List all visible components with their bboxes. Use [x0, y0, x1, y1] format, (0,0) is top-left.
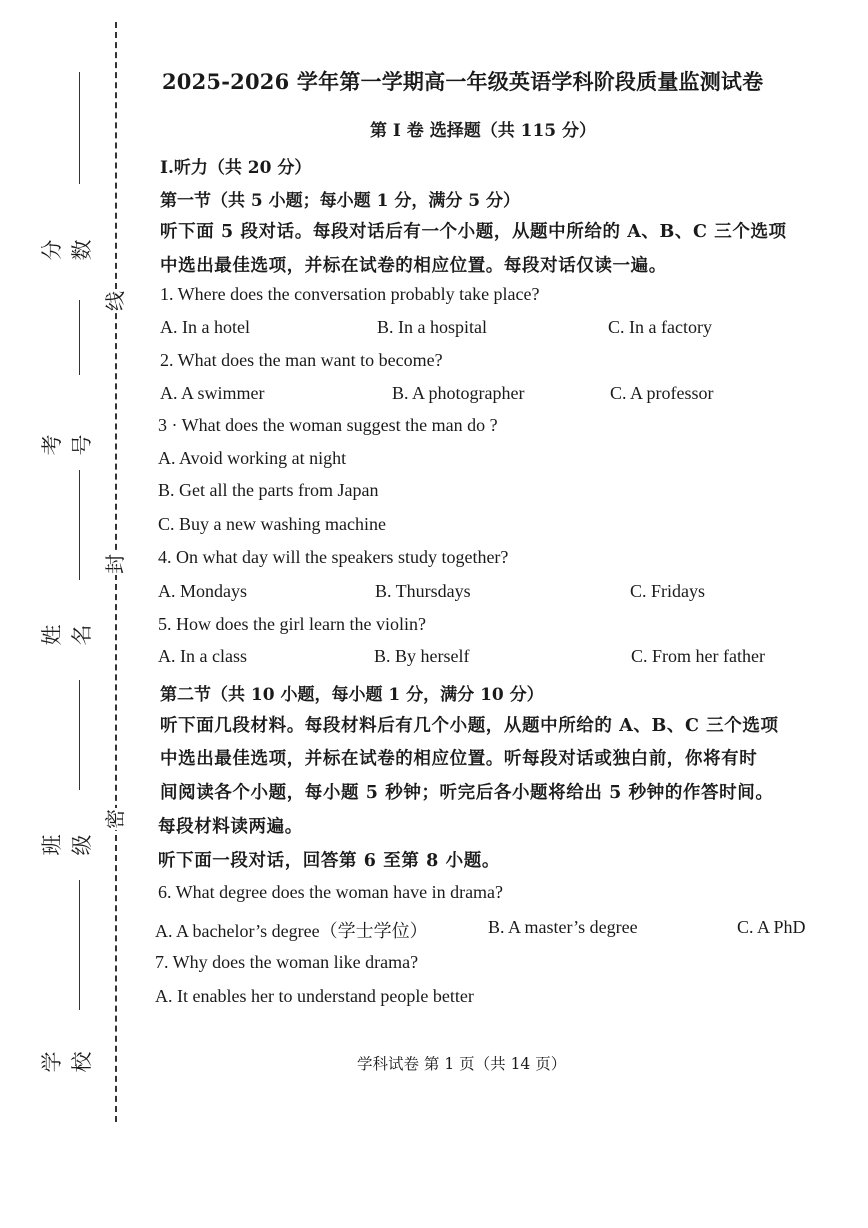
question-5: 5. How does the girl learn the violin? [158, 614, 426, 634]
q4-option-c[interactable]: C. Fridays [630, 581, 706, 601]
q2-option-b[interactable]: B. A photographer [392, 383, 525, 403]
page-footer: 学科试卷 第 1 页（共 14 页） [357, 1055, 567, 1073]
q3-option-b[interactable]: B. Get all the parts from Japan [158, 480, 379, 500]
name-label: 姓 名 [40, 624, 94, 646]
question-7: 7. Why does the woman like drama? [155, 952, 419, 972]
section2-instruction-line2: 中选出最佳选项，并标在试卷的相应位置。听每段对话或独白前，你将有时 [160, 749, 758, 769]
question-4: 4. On what day will the speakers study together? [158, 547, 509, 567]
section2-instruction-line3: 间阅读各个小题，每小题 5 秒钟；听完后各小题将给出 5 秒钟的作答时间。 [160, 783, 774, 803]
q1-option-a[interactable]: A. In a hotel [160, 317, 250, 337]
q5-option-c[interactable]: C. From her father [631, 646, 765, 666]
exam-number-label: 考 号 [40, 434, 94, 456]
section1-instruction-line2: 中选出最佳选项，并标在试卷的相应位置。每段对话仅读一遍。 [160, 256, 667, 276]
school-fill-line[interactable] [79, 880, 80, 1010]
q6-option-b[interactable]: B. A master’s degree [488, 917, 638, 937]
question-2: 2. What does the man want to become? [160, 350, 443, 370]
score-label: 分 数 [40, 239, 94, 261]
part-title: I.听力（共 20 分） [160, 158, 312, 178]
q1-option-b[interactable]: B. In a hospital [377, 317, 487, 337]
section2-header: 第二节（共 10 小题，每小题 1 分，满分 10 分） [160, 685, 544, 705]
class-label: 班 级 [40, 834, 94, 856]
section1-instruction-line1: 听下面 5 段对话。每段对话后有一个小题，从题中所给的 A、B、C 三个选项 [160, 222, 787, 242]
q4-option-a[interactable]: A. Mondays [158, 581, 247, 601]
q3-option-a[interactable]: A. Avoid working at night [158, 448, 347, 468]
exam-number-fill-line[interactable] [79, 300, 80, 375]
q6-option-c[interactable]: C. A PhD [737, 917, 806, 937]
score-fill-line[interactable] [79, 72, 80, 184]
section2-instruction-line4: 每段材料读两遍。 [158, 817, 303, 837]
seal-char-feng: 封 [103, 554, 127, 574]
name-fill-line[interactable] [79, 470, 80, 580]
q5-option-b[interactable]: B. By herself [374, 646, 470, 666]
dialog-instruction: 听下面一段对话，回答第 6 至第 8 小题。 [158, 851, 500, 871]
seal-char-mi: 密 [103, 809, 127, 829]
q5-option-a[interactable]: A. In a class [158, 646, 247, 666]
volume-title: 第 I 卷 选择题（共 115 分） [370, 121, 597, 141]
q4-option-b[interactable]: B. Thursdays [375, 581, 471, 601]
q2-option-c[interactable]: C. A professor [610, 383, 714, 403]
seal-char-xian: 线 [103, 291, 127, 311]
q3-option-c[interactable]: C. Buy a new washing machine [158, 514, 386, 534]
q7-option-a[interactable]: A. It enables her to understand people better [155, 986, 474, 1006]
q1-option-c[interactable]: C. In a factory [608, 317, 712, 337]
question-3: 3 · What does the woman suggest the man do ? [158, 415, 498, 435]
section1-header: 第一节（共 5 小题；每小题 1 分，满分 5 分） [160, 191, 520, 211]
question-1: 1. Where does the conversation probably take place? [160, 284, 540, 304]
q6-option-a[interactable]: A. A bachelor’s degree（学士学位） [155, 921, 428, 941]
school-label: 学校 [40, 1051, 94, 1073]
q2-option-a[interactable]: A. A swimmer [160, 383, 265, 403]
section2-instruction-line1: 听下面几段材料。每段材料后有几个小题，从题中所给的 A、B、C 三个选项 [160, 716, 779, 736]
exam-title: 2025-2026 学年第一学期高一年级英语学科阶段质量监测试卷 [162, 69, 764, 94]
class-fill-line[interactable] [79, 680, 80, 790]
question-6: 6. What degree does the woman have in drama? [158, 882, 504, 902]
